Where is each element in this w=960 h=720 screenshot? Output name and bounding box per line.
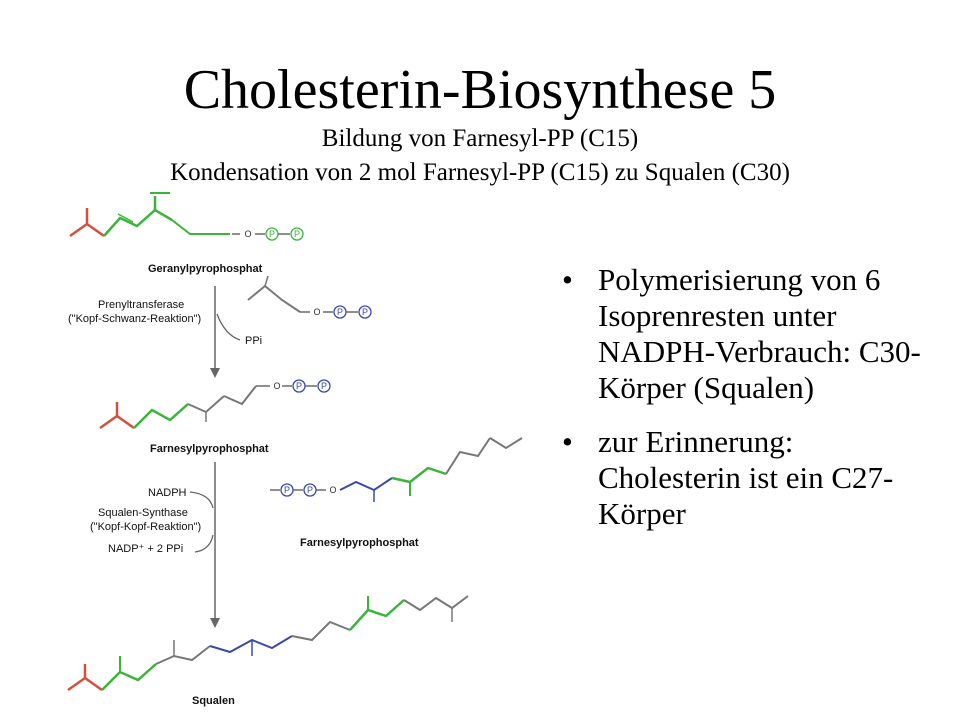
prenyltransferase-label: Prenyltransferase (98, 299, 185, 311)
ppi-label-1: PPi (245, 335, 263, 347)
kopf-kopf-label: ("Kopf-Kopf-Reaktion") (90, 521, 202, 533)
o-atom-label: O (329, 485, 337, 495)
geranyl-pp-molecule (70, 193, 303, 240)
farnesyl-pp-molecule-1 (100, 380, 330, 428)
p-atom-label: P (295, 381, 303, 391)
bullet-marker: • (562, 262, 573, 297)
slide-subtitle-1: Bildung von Farnesyl-PP (C15) (321, 125, 639, 152)
bullet-text: zur Erinnerung: Cholesterin ist ein C27-Körper (598, 424, 894, 531)
geranyl-pp-label: Geranylpyrophosphat (148, 263, 263, 275)
squalen-molecule (68, 596, 468, 690)
squalen-label: Squalen (192, 695, 235, 707)
nadph-label: NADPH (148, 487, 187, 499)
o-atom-label: O (313, 307, 321, 317)
p-atom-label: P (268, 229, 276, 239)
p-atom-label: P (306, 485, 314, 495)
slide-title: Cholesterin-Biosynthese 5 (183, 59, 777, 121)
squalen-synthase-label: Squalen-Synthase (98, 507, 188, 519)
slide-subtitle-2: Kondensation von 2 mol Farnesyl-PP (C15) zu Squalen (C30) (170, 159, 790, 186)
ipp-molecule (248, 276, 371, 318)
p-atom-label: P (293, 229, 301, 239)
kopf-schwanz-label: ("Kopf-Schwanz-Reaktion") (68, 313, 202, 325)
p-atom-label: P (283, 485, 291, 495)
biosynthesis-diagram (60, 190, 550, 720)
farnesyl-pp-label-2: Farnesylpyrophosphat (300, 537, 419, 549)
nadp-label: NADP⁺ + 2 PPi (108, 543, 184, 555)
bullet-text: Polymerisierung von 6 Isoprenresten unter NADPH-Verbrauch: C30-Körper (Squalen) (598, 262, 921, 405)
farnesyl-pp-molecule-2 (270, 438, 522, 502)
p-atom-label: P (320, 381, 328, 391)
p-atom-label: P (336, 307, 344, 317)
o-atom-label: O (273, 381, 281, 391)
bullet-item (562, 424, 932, 532)
title-block (0, 58, 960, 190)
bullet-item (562, 262, 932, 406)
bullet-marker: • (562, 424, 573, 459)
bullet-list (562, 262, 932, 550)
o-atom-label: O (244, 229, 252, 239)
p-atom-label: P (361, 307, 369, 317)
farnesyl-pp-label-1: Farnesylpyrophosphat (150, 443, 269, 455)
